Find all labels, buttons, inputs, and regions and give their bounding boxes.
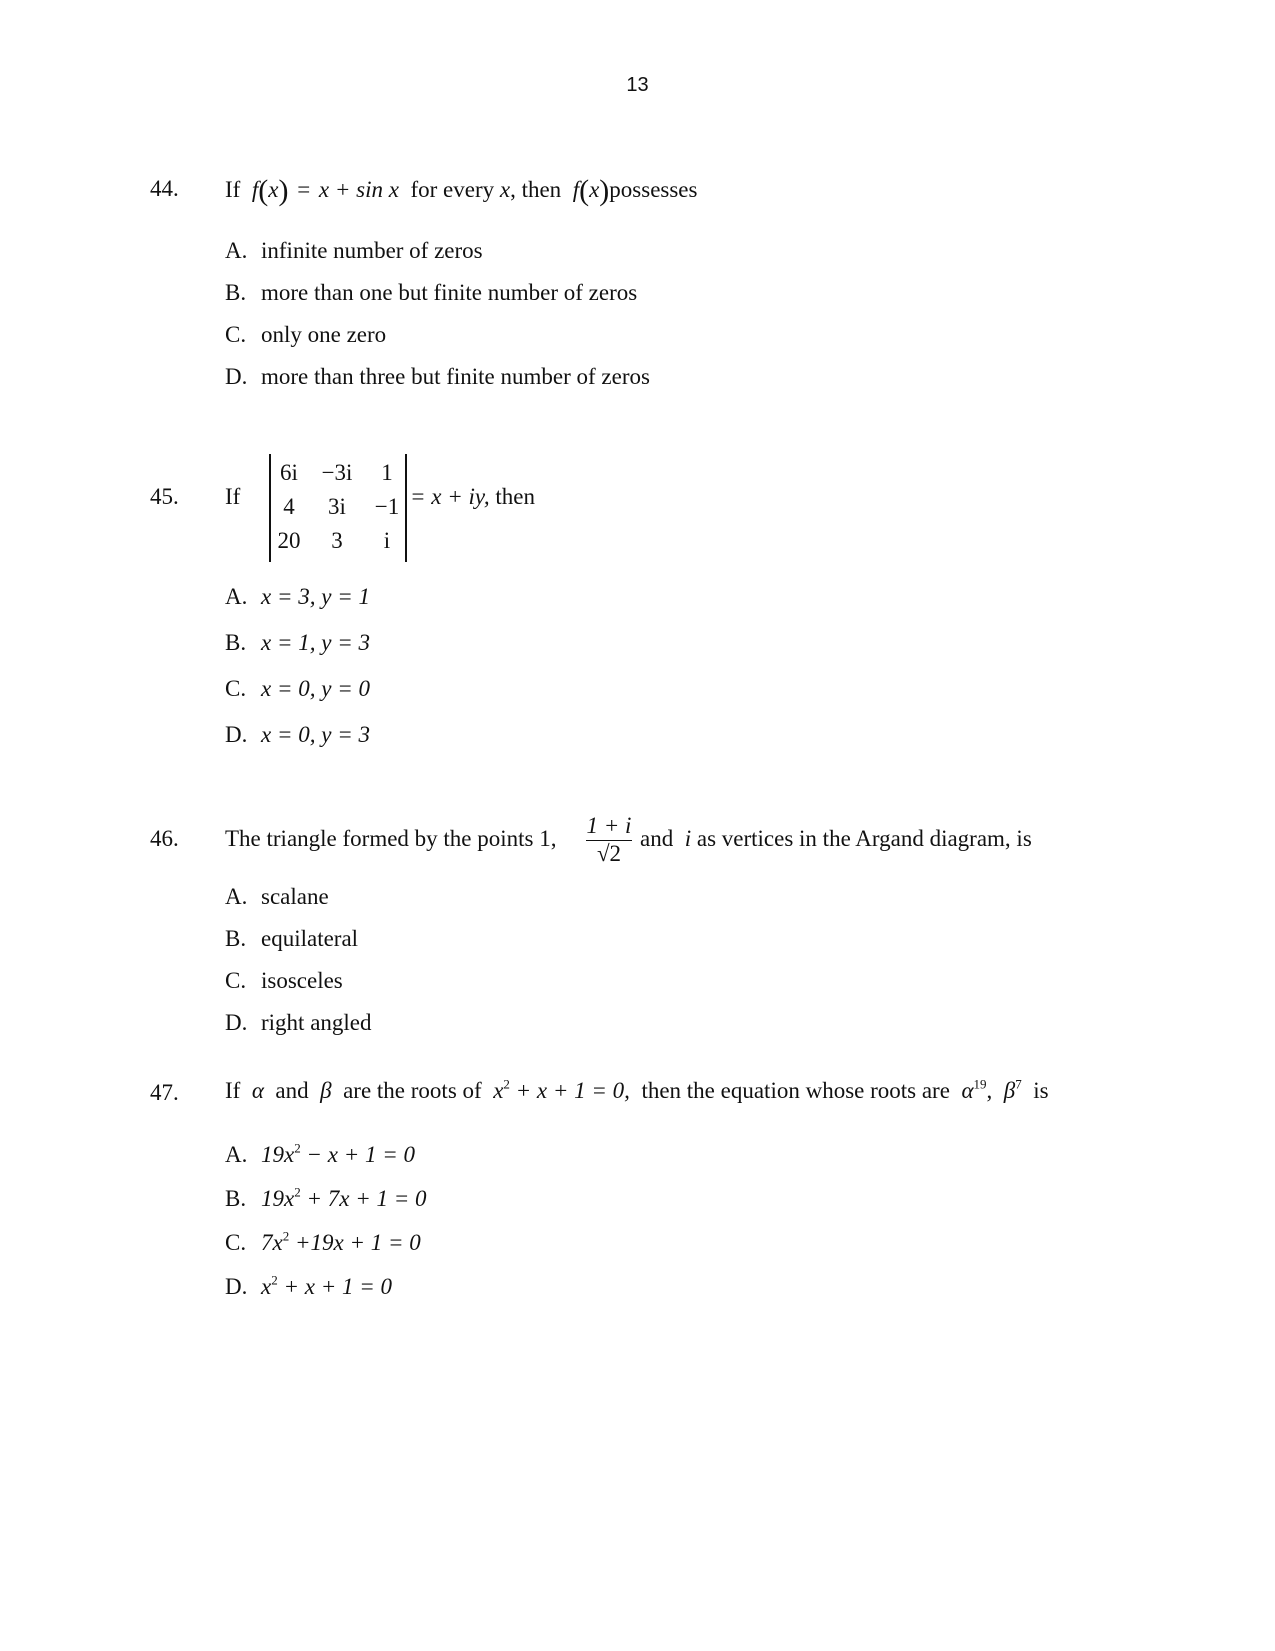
q45-if: If (225, 484, 241, 509)
q47-option-d: D. $x^2 + x + 1 = 0$ (225, 1272, 392, 1299)
det-cell: 3 (331, 528, 343, 553)
question-45-number: 45. (150, 484, 179, 509)
q45-option-b: B. x = 1, y = 3 (225, 630, 370, 655)
det-cell: 4 (283, 494, 295, 519)
q45-option-d: D. x = 0, y = 3 (225, 722, 370, 747)
question-47-stem: If α and β are the roots of $x^2 + x + 1 = 0$, then the equation whose roots are $\alpha^{19}$, $\beta^7$ is (225, 1076, 1049, 1103)
q44-rhs: x + sin x (318, 177, 399, 202)
q44-option-d: D. more than three but finite number of zeros (225, 364, 650, 389)
question-44-number: 44. (150, 176, 179, 201)
q46-option-a: A. scalane (225, 884, 329, 909)
q44-option-a: A. infinite number of zeros (225, 238, 483, 263)
q44-then: , then (510, 177, 562, 202)
q44-if: If (225, 177, 241, 202)
q44-for-every: for every (410, 177, 495, 202)
q44-possesses: possesses (609, 177, 698, 202)
det-cell: 6i (280, 460, 298, 485)
q46-option-c: C. isosceles (225, 968, 343, 993)
q46-stem-before: The triangle formed by the points 1, (225, 826, 557, 851)
q47-option-a: A. $19x^2 - x + 1 = 0$ (225, 1140, 415, 1167)
det-cell: 3i (328, 494, 346, 519)
determinant (269, 454, 407, 562)
q44-option-b: B. more than one but finite number of zeros (225, 280, 638, 305)
question-46-number: 46. (150, 826, 179, 851)
q47-option-b: B. $19x^2 + 7x + 1 = 0$ (225, 1184, 427, 1211)
q44-f: f (251, 177, 259, 202)
q45-option-c: C. x = 0, y = 0 (225, 676, 370, 701)
beta-symbol: β (320, 1078, 332, 1103)
q46-fraction (586, 814, 632, 867)
question-44-stem: If f(x) = x + sin x for every x, then f(x)possesses (225, 174, 698, 207)
q44-x2: x (499, 177, 511, 202)
fraction-denominator: √2 (596, 841, 622, 866)
det-cell: 1 (381, 460, 393, 485)
det-cell: −1 (374, 494, 400, 519)
fraction-numerator: 1 + i (586, 814, 632, 841)
page-number: 13 (626, 74, 649, 96)
q46-option-b: B. equilateral (225, 926, 359, 951)
alpha-symbol: α (251, 1078, 264, 1103)
q46-stem-after: and i as vertices in the Argand diagram, is (640, 826, 1032, 851)
q44-f2: f (572, 177, 580, 202)
det-cell: −3i (321, 460, 353, 485)
q44-eq: = (297, 177, 311, 202)
question-47-number: 47. (150, 1080, 179, 1105)
q46-option-d: D. right angled (225, 1010, 372, 1035)
q45-rhs: = x + iy, then (410, 484, 535, 509)
det-cell: i (383, 528, 391, 553)
q44-x3: x (589, 177, 600, 202)
q45-option-a: A. x = 3, y = 1 (225, 584, 370, 609)
det-cell: 20 (277, 528, 301, 553)
q47-option-c: C. $7x^2 +19x + 1 = 0$ (225, 1228, 421, 1255)
q44-option-c: C. only one zero (225, 322, 387, 347)
q44-x: x (268, 177, 279, 202)
